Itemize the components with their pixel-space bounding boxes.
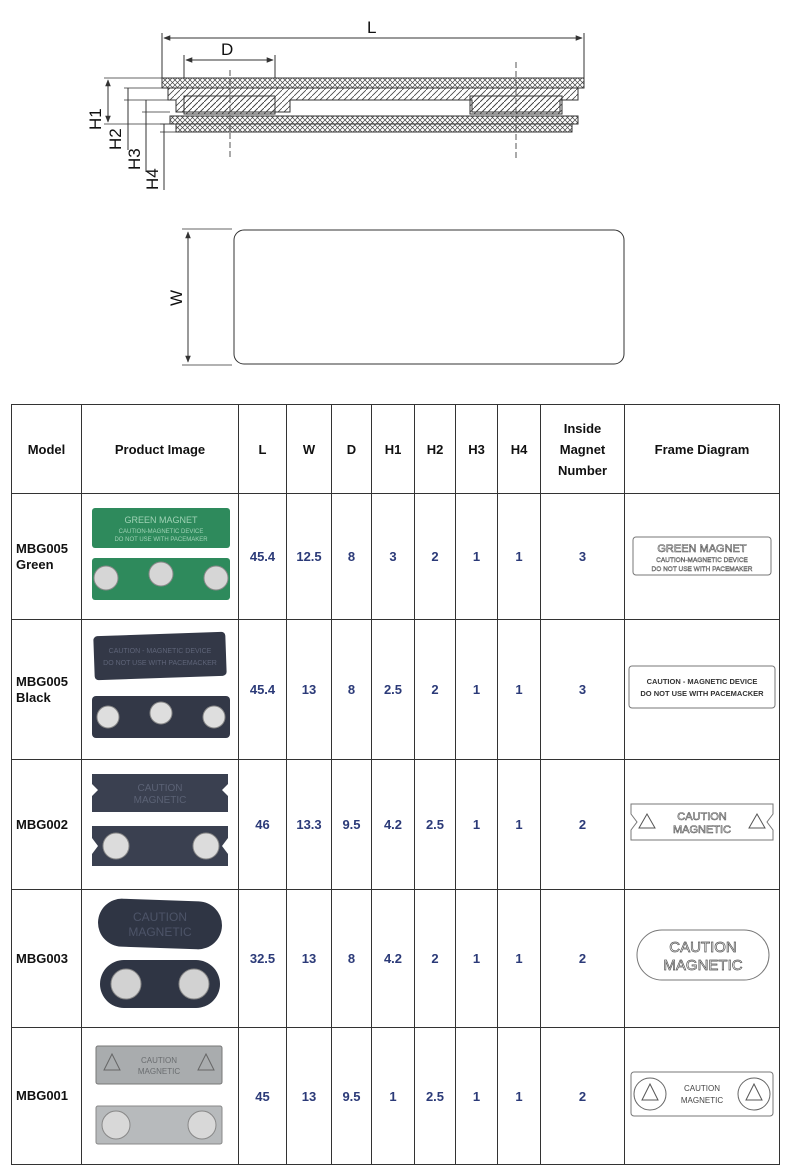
model-name: MBG003 (16, 950, 69, 966)
value-H1: 3 (372, 494, 415, 620)
frame-text: MAGNETIC (680, 1096, 724, 1105)
model-cell (12, 760, 82, 890)
value-W: 12.5 (287, 494, 332, 620)
header-H2: H2 (415, 405, 456, 494)
value-H3: 1 (456, 494, 498, 620)
value-magnets: 2 (541, 760, 625, 890)
dimension-label-L: L (367, 18, 377, 37)
header-inside-line2: Magnet (559, 441, 606, 457)
image-text: MAGNETIC (133, 795, 187, 806)
value-H2: 2 (415, 890, 456, 1028)
image-text: DO NOT USE WITH PACEMACKER (103, 660, 217, 667)
value-W: 13 (287, 620, 332, 760)
value-magnets: 2 (541, 890, 625, 1028)
value-L: 45 (239, 1028, 287, 1165)
frame-diagram-cell (625, 494, 780, 620)
frame-text: CAUTION (669, 939, 737, 956)
model-cell (12, 620, 82, 760)
table-row (12, 760, 780, 890)
value-H3: 1 (456, 1028, 498, 1165)
image-text: CAUTION (141, 1056, 177, 1065)
value-D: 9.5 (332, 760, 372, 890)
model-variant: Black (16, 689, 51, 705)
value-L: 46 (239, 760, 287, 890)
image-text: MAGNETIC (137, 1067, 181, 1076)
table-row (12, 1028, 780, 1165)
top-view (167, 229, 624, 365)
frame-text: MAGNETIC (672, 824, 732, 836)
frame-text: MAGNETIC (663, 957, 743, 974)
frame-text: DO NOT USE WITH PACEMACKER (640, 689, 764, 698)
value-L: 32.5 (239, 890, 287, 1028)
header-inside-line1: Inside (563, 420, 602, 436)
product-image-cell (82, 494, 239, 620)
dimension-label-H2: H2 (106, 128, 125, 150)
image-text: MAGNETIC (128, 925, 192, 939)
header-L: L (239, 405, 287, 494)
frame-diagram-mbg003 (625, 890, 779, 1022)
frame-text: CAUTION (677, 811, 727, 823)
model-cell (12, 890, 82, 1028)
image-text: CAUTION - MAGNETIC DEVICE (108, 648, 212, 655)
table-row (12, 890, 780, 1028)
frame-diagram-mbg005-black (625, 620, 779, 754)
model-variant: Green (16, 556, 54, 572)
frame-diagram-mbg005-green (625, 494, 779, 614)
value-H1: 1 (372, 1028, 415, 1165)
model-cell (12, 494, 82, 620)
value-D: 8 (332, 890, 372, 1028)
table-row (12, 620, 780, 760)
value-H4: 1 (498, 890, 541, 1028)
model-name: MBG005 (16, 673, 69, 689)
value-H2: 2.5 (415, 1028, 456, 1165)
model-cell (12, 1028, 82, 1165)
product-image-cell (82, 620, 239, 760)
value-L: 45.4 (239, 620, 287, 760)
frame-diagram-cell (625, 890, 780, 1028)
frame-diagram-mbg001 (625, 1028, 779, 1159)
image-text: CAUTION (133, 910, 187, 924)
value-H4: 1 (498, 760, 541, 890)
value-magnets: 3 (541, 620, 625, 760)
frame-text: CAUTION-MAGNETIC DEVICE (656, 557, 748, 564)
frame-text: GREEN MAGNET (657, 543, 747, 555)
header-W: W (287, 405, 332, 494)
value-H1: 4.2 (372, 890, 415, 1028)
value-H4: 1 (498, 620, 541, 760)
image-text: CAUTION-MAGNETIC DEVICE (118, 529, 204, 535)
header-D: D (332, 405, 372, 494)
dimension-label-H3: H3 (125, 148, 144, 170)
value-magnets: 3 (541, 494, 625, 620)
header-model: Model (12, 405, 82, 494)
product-image-mbg002 (82, 760, 238, 884)
value-H3: 1 (456, 890, 498, 1028)
value-D: 9.5 (332, 1028, 372, 1165)
table-row (12, 494, 780, 620)
value-L: 45.4 (239, 494, 287, 620)
image-text: DO NOT USE WITH PACEMAKER (114, 537, 208, 543)
table-header-row (12, 405, 780, 494)
product-image-cell (82, 1028, 239, 1165)
value-H4: 1 (498, 494, 541, 620)
image-text: CAUTION (137, 783, 183, 794)
value-W: 13 (287, 890, 332, 1028)
value-W: 13.3 (287, 760, 332, 890)
value-D: 8 (332, 494, 372, 620)
value-H2: 2 (415, 620, 456, 760)
frame-text: DO NOT USE WITH PACEMAKER (651, 566, 753, 573)
frame-text: CAUTION (684, 1084, 720, 1093)
product-image-cell (82, 760, 239, 890)
frame-diagram-mbg002 (625, 760, 779, 884)
value-D: 8 (332, 620, 372, 760)
dimension-label-W: W (167, 289, 186, 306)
dimension-label-H4: H4 (143, 168, 162, 190)
dimension-label-H1: H1 (86, 108, 105, 130)
frame-diagram-cell (625, 620, 780, 760)
value-H1: 4.2 (372, 760, 415, 890)
dimension-label-D: D (221, 40, 234, 59)
product-image-mbg005-black (82, 620, 238, 754)
frame-text: CAUTION - MAGNETIC DEVICE (646, 677, 758, 686)
value-H1: 2.5 (372, 620, 415, 760)
product-image-cell (82, 890, 239, 1028)
value-H4: 1 (498, 1028, 541, 1165)
header-H1: H1 (372, 405, 415, 494)
header-frame-diagram: Frame Diagram (625, 405, 780, 494)
header-H3: H3 (456, 405, 498, 494)
image-text: GREEN MAGNET (124, 515, 198, 525)
spec-table (11, 404, 780, 1165)
side-view (86, 18, 584, 190)
model-name: MBG005 (16, 540, 69, 556)
frame-diagram-cell (625, 760, 780, 890)
header-product-image: Product Image (82, 405, 239, 494)
value-W: 13 (287, 1028, 332, 1165)
value-H2: 2 (415, 494, 456, 620)
frame-diagram-cell (625, 1028, 780, 1165)
value-H3: 1 (456, 760, 498, 890)
value-magnets: 2 (541, 1028, 625, 1165)
product-image-mbg005-green (82, 494, 238, 614)
model-name: MBG002 (16, 816, 69, 832)
header-inside-line3: Number (557, 462, 608, 478)
product-image-mbg003 (82, 890, 238, 1022)
product-image-mbg001 (82, 1028, 238, 1159)
header-inside-magnet-number (541, 405, 625, 494)
value-H3: 1 (456, 620, 498, 760)
technical-drawing (0, 0, 797, 400)
header-H4: H4 (498, 405, 541, 494)
value-H2: 2.5 (415, 760, 456, 890)
model-name: MBG001 (16, 1088, 69, 1103)
